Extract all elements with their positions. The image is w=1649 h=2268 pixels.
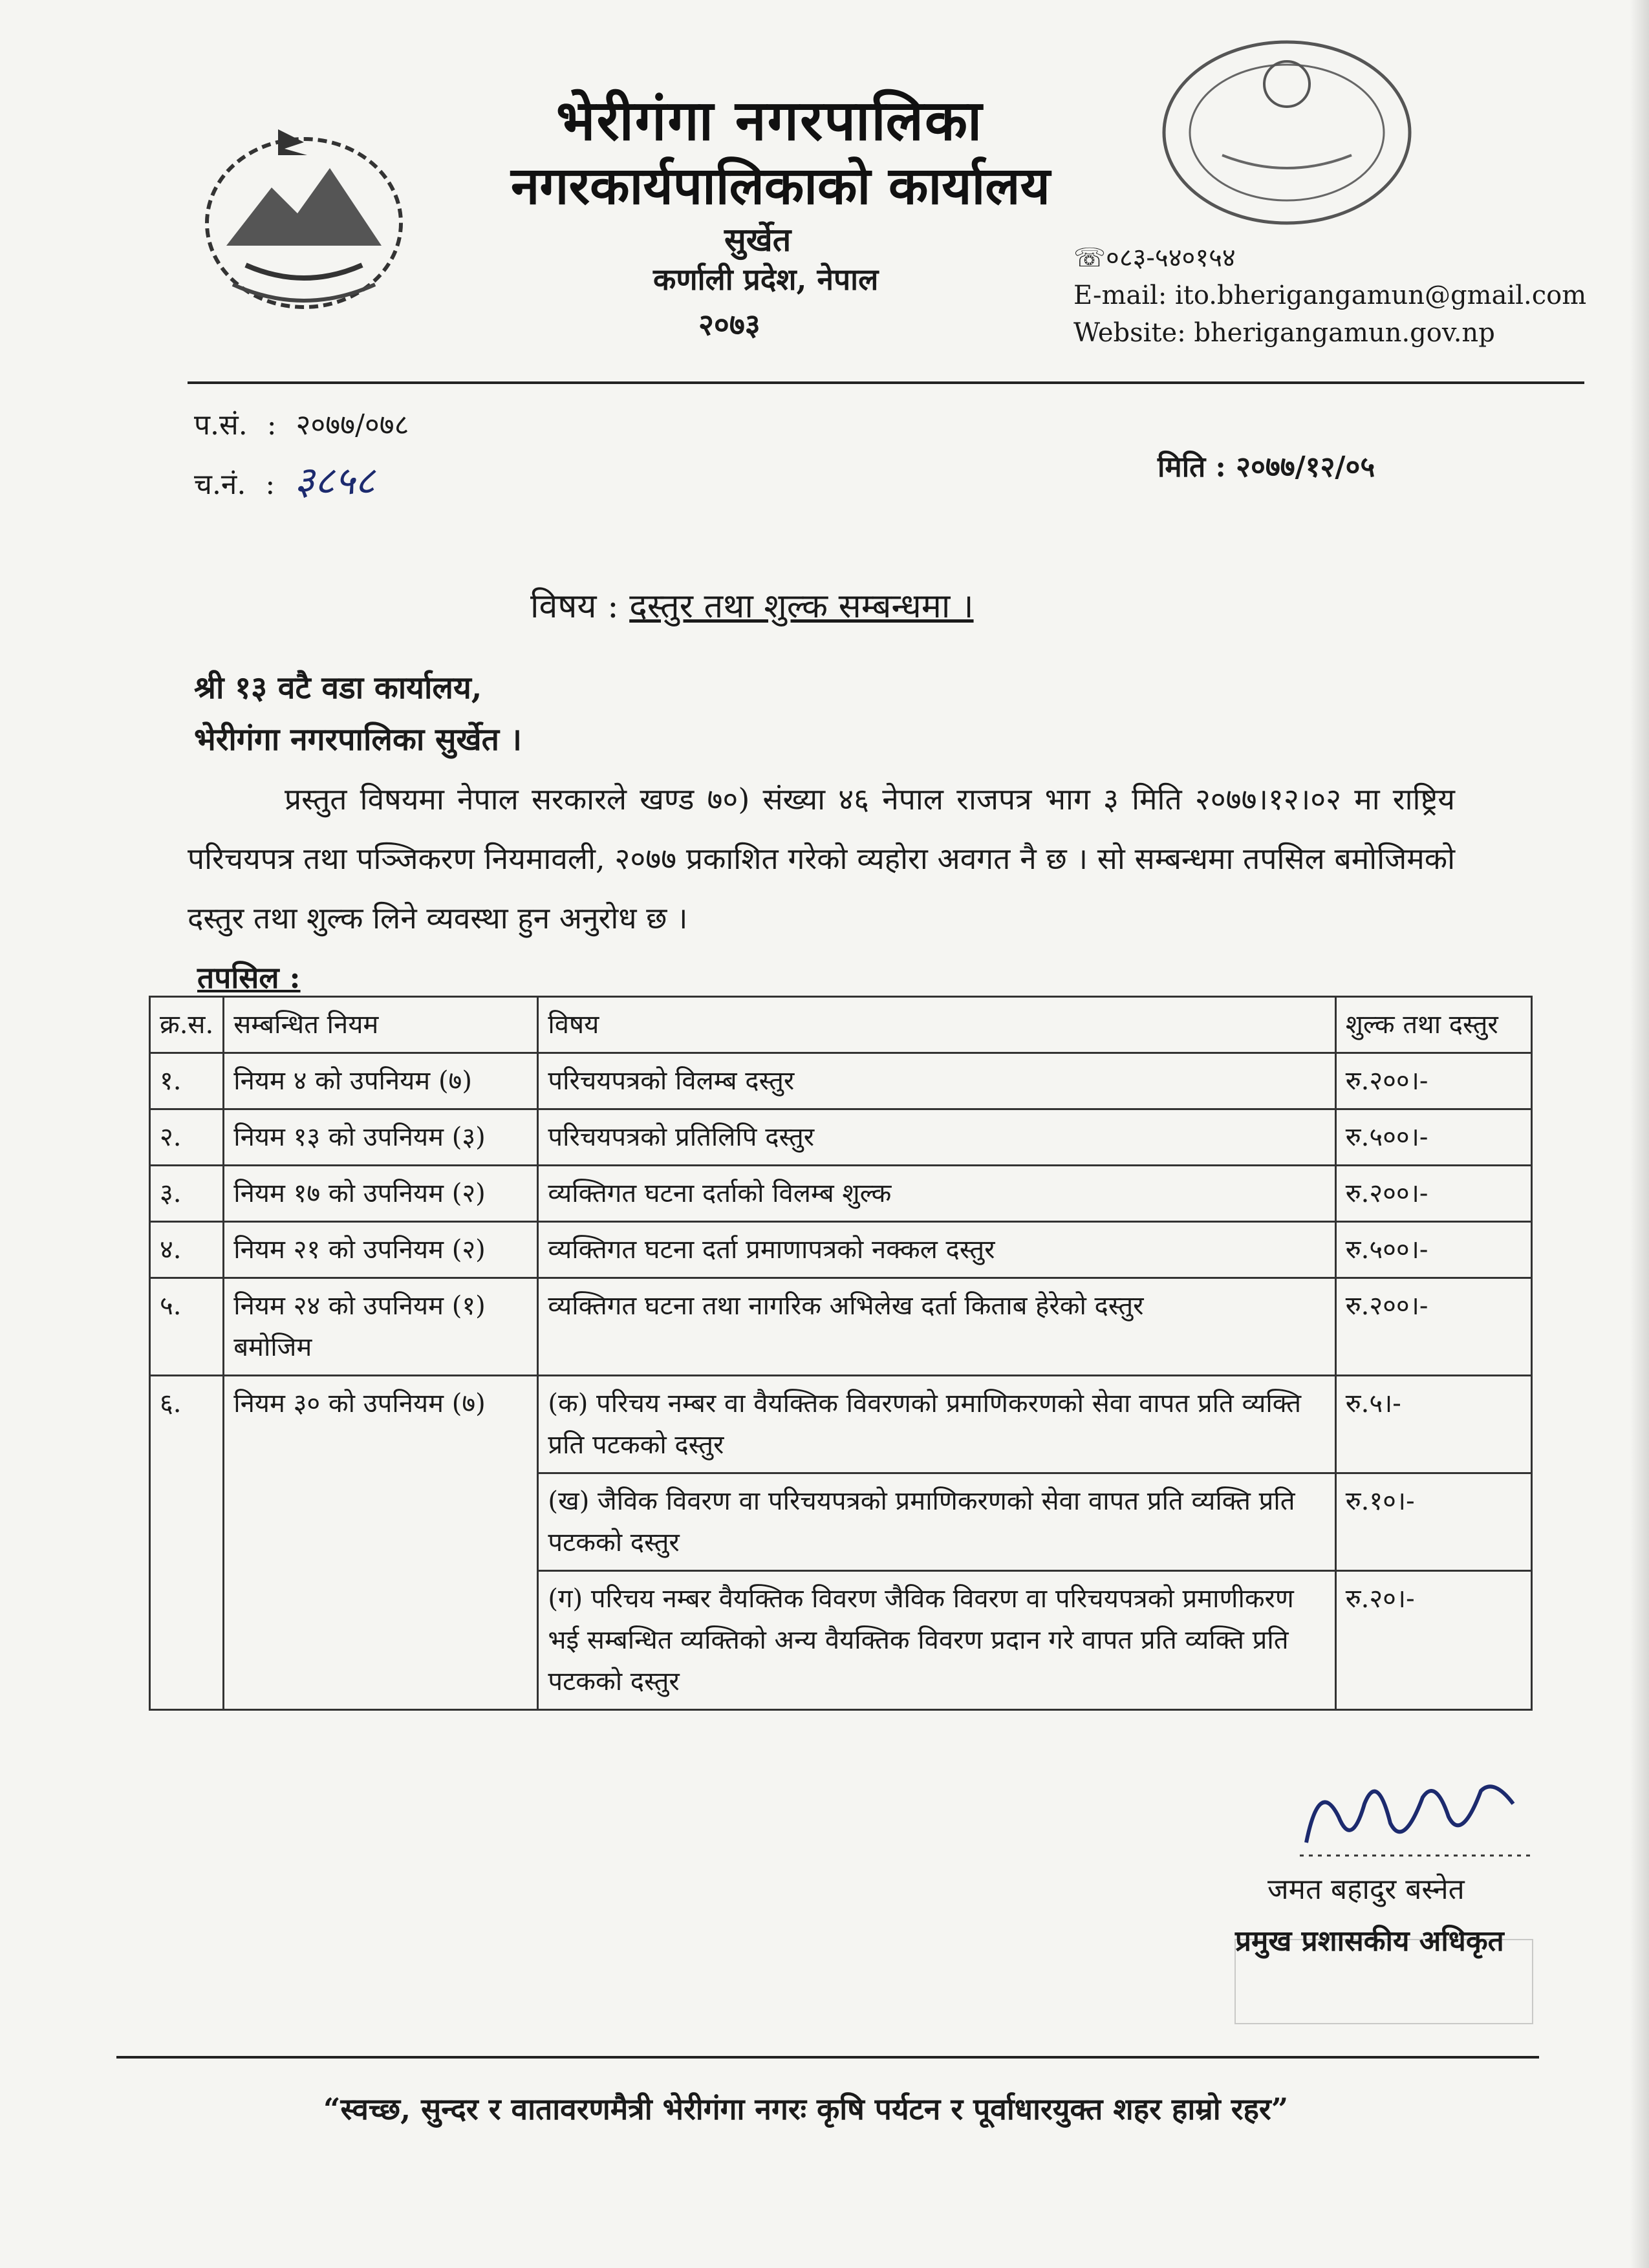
signatory-name: जमत बहादुर बस्नेत — [1267, 1873, 1465, 1906]
subject-text: दस्तुर तथा शुल्क सम्बन्धमा । — [629, 587, 974, 626]
addressee-line-2: भेरीगंगा नगरपालिका सुर्खेत । — [194, 722, 522, 758]
fee-table — [149, 996, 1533, 1711]
signature-icon — [1293, 1765, 1539, 1868]
cell-subject: (ग) परिचय नम्बर वैयक्तिक विवरण जैविक विवरण वा परिचयपत्रको प्रमाणीकरण भई सम्बन्धित व्यक्तिको अन्य वैयक्तिक विवरण प्रदान गरे वापत प्रति व्यक्ति प्रति पटकको दस्तुर — [538, 1571, 1335, 1710]
cell-rule: नियम ३० को उपनियम (७) — [224, 1376, 538, 1710]
body-paragraph: प्रस्तुत विषयमा नेपाल सरकारले खण्ड ७०) संख्या ४६ नेपाल राजपत्र भाग ३ मिति २०७७।१२।०२ मा राष्ट्रिय परिचयपत्र तथा पञ्जिकरण नियमावली, २०७७ प्रकाशित गरेको व्यहोरा अवगत नै छ । सो सम्बन्धमा तपसिल बमोजिमको दस्तुर तथा शुल्क लिने व्यवस्था हुन अनुरोध छ । — [188, 782, 1455, 936]
ps-value: २०७७/०७८ — [296, 409, 409, 442]
office-city: सुर्खेत — [724, 220, 792, 259]
website-address: Website: bherigangamun.gov.np — [1073, 318, 1495, 348]
cell-subject: परिचयपत्रको प्रतिलिपि दस्तुर — [538, 1109, 1335, 1166]
table-row — [150, 1278, 1532, 1376]
table-row — [150, 1376, 1532, 1473]
cell-subject: (क) परिचय नम्बर वा वैयक्तिक विवरणको प्रमाणिकरणको सेवा वापत प्रति व्यक्ति प्रति पटकको दस्तुर — [538, 1376, 1335, 1473]
email-address: E-mail: ito.bherigangamun@gmail.com — [1073, 281, 1587, 310]
signatory-designation: प्रमुख प्रशासकीय अधिकृत — [1235, 1925, 1504, 1958]
header-divider — [188, 381, 1584, 384]
cell-fee: रु.१०।- — [1335, 1473, 1531, 1571]
cell-subject: व्यक्तिगत घटना दर्ताको विलम्ब शुल्क — [538, 1166, 1335, 1222]
addressee-line-1: श्री १३ वटै वडा कार्यालय, — [194, 670, 482, 706]
table-row — [150, 1166, 1532, 1222]
cell-sn: ४. — [150, 1222, 224, 1278]
table-row — [150, 1053, 1532, 1109]
header-fee: शुल्क तथा दस्तुर — [1335, 997, 1531, 1053]
municipality-name: भेरीगंगा नगरपालिका — [556, 88, 984, 153]
letter-date: मिति : २०७७/१२/०५ — [1158, 451, 1375, 484]
header-subject: विषय — [538, 997, 1335, 1053]
cell-rule: नियम २१ को उपनियम (२) — [224, 1222, 538, 1278]
cn-label: च.नं. — [194, 468, 246, 501]
subject-label: विषय : — [530, 587, 619, 626]
schedule-label: तपसिल : — [197, 960, 301, 995]
reference-cn: च.नं. : ३८५८ — [194, 458, 375, 504]
cell-fee: रु.२००।- — [1335, 1053, 1531, 1109]
ps-label: प.सं. — [194, 409, 248, 442]
cell-sn: १. — [150, 1053, 224, 1109]
subject-line — [530, 582, 974, 628]
footer-divider — [116, 2056, 1539, 2059]
cell-sn: ६. — [150, 1376, 224, 1710]
footer-motto: “स्वच्छ, सुन्दर र वातावरणमैत्री भेरीगंगा नगरः कृषि पर्यटन र पूर्वाधारयुक्त शहर हाम्रो रहर” — [323, 2091, 1289, 2126]
table-row — [150, 1109, 1532, 1166]
header-rule: सम्बन्धित नियम — [224, 997, 538, 1053]
header-sn: क्र.स. — [150, 997, 224, 1053]
phone-number: ☏०८३-५४०१५४ — [1073, 243, 1236, 273]
table-header-row — [150, 997, 1532, 1053]
cell-fee: रु.२००।- — [1335, 1166, 1531, 1222]
office-name: नगरकार्यपालिकाको कार्यालय — [511, 155, 1050, 216]
contact-block — [1073, 239, 1586, 352]
office-province: कर्णाली प्रदेश, नेपाल — [653, 262, 879, 297]
cell-sn: २. — [150, 1109, 224, 1166]
cell-subject: परिचयपत्रको विलम्ब दस्तुर — [538, 1053, 1335, 1109]
nepal-emblem-icon — [188, 116, 420, 323]
cell-sn: ३. — [150, 1166, 224, 1222]
page-edge-shadow — [1630, 0, 1649, 2268]
cell-subject: (ख) जैविक विवरण वा परिचयपत्रको प्रमाणिकरणको सेवा वापत प्रति व्यक्ति प्रति पटकको दस्तुर — [538, 1473, 1335, 1571]
cell-fee: रु.५००।- — [1335, 1222, 1531, 1278]
cell-rule: नियम २४ को उपनियम (१) बमोजिम — [224, 1278, 538, 1376]
cn-value: ३८५८ — [294, 458, 375, 504]
cell-rule: नियम १७ को उपनियम (२) — [224, 1166, 538, 1222]
established-year: २०७३ — [698, 307, 760, 342]
cell-fee: रु.५।- — [1335, 1376, 1531, 1473]
reference-ps: प.सं. : २०७७/०७८ — [194, 409, 409, 442]
office-stamp-icon — [1151, 26, 1423, 239]
cell-subject: व्यक्तिगत घटना दर्ता प्रमाणापत्रको नक्कल दस्तुर — [538, 1222, 1335, 1278]
cell-sn: ५. — [150, 1278, 224, 1376]
cell-fee: रु.२०।- — [1335, 1571, 1531, 1710]
cell-rule: नियम ४ को उपनियम (७) — [224, 1053, 538, 1109]
cell-fee: रु.२००।- — [1335, 1278, 1531, 1376]
table-row — [150, 1222, 1532, 1278]
cell-subject: व्यक्तिगत घटना तथा नागरिक अभिलेख दर्ता किताब हेरेको दस्तुर — [538, 1278, 1335, 1376]
cell-rule: नियम १३ को उपनियम (३) — [224, 1109, 538, 1166]
cell-fee: रु.५००।- — [1335, 1109, 1531, 1166]
